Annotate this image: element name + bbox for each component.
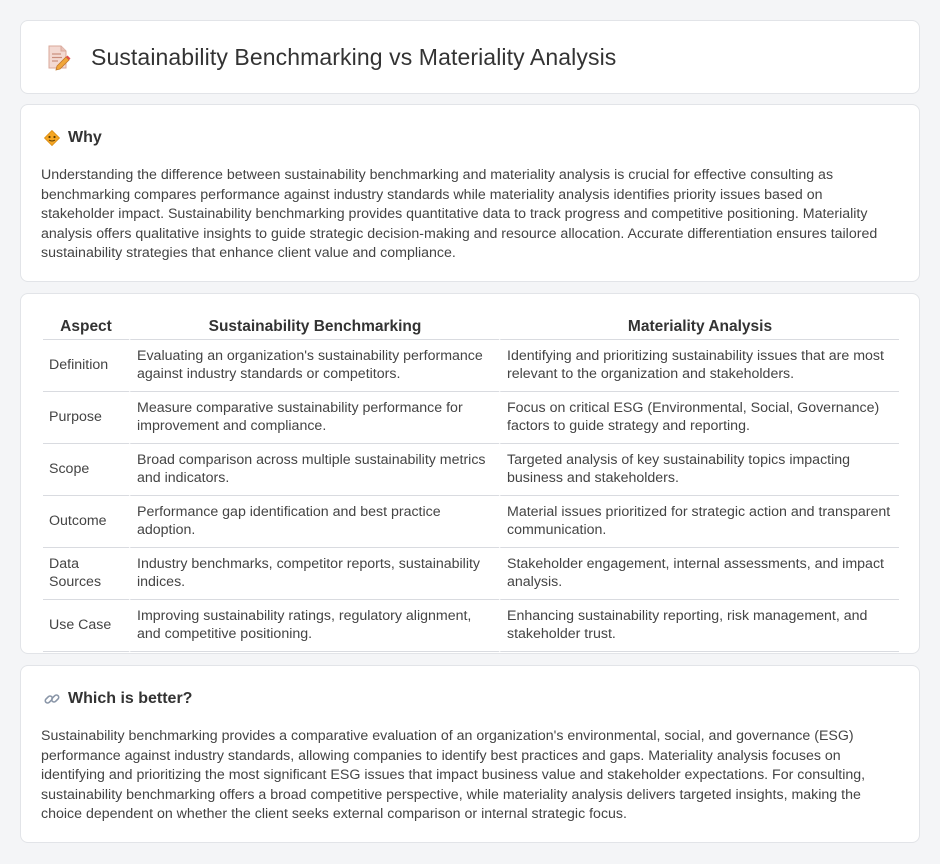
header-materiality: Materiality Analysis bbox=[499, 316, 899, 340]
benchmarking-cell: Broad comparison across multiple sustainability metrics and indicators. bbox=[129, 444, 499, 496]
benchmarking-cell: Industry benchmarks, competitor reports, sustainability indices. bbox=[129, 548, 499, 600]
materiality-cell: Focus on critical ESG (Environmental, Social, Governance) factors to guide strategy and reporting. bbox=[499, 392, 899, 444]
warning-diamond-icon bbox=[43, 129, 61, 147]
table-row bbox=[43, 496, 899, 548]
why-section bbox=[20, 104, 920, 282]
why-text: Understanding the difference between sustainability benchmarking and materiality analysis is crucial for effective consulting as benchmarking compares performance against industry standards while materiality analysis identifies priority issues based on stakeholder impact. Sustainability benchmarking provides quantitative data to track progress and competitive positioning. Materiality analysis offers qualitative insights to guide strategic decision-making and resource allocation. Accurate differentiation ensures tailored sustainability strategies that enhance client value and compliance. bbox=[41, 167, 878, 262]
document-edit-icon bbox=[45, 43, 71, 71]
comparison-table bbox=[43, 316, 899, 652]
comparison-section bbox=[20, 293, 920, 654]
table-row bbox=[43, 340, 899, 392]
header-card bbox=[20, 20, 920, 94]
link-icon bbox=[43, 690, 61, 708]
page-title: Sustainability Benchmarking vs Materiality Analysis bbox=[91, 43, 617, 70]
materiality-cell: Enhancing sustainability reporting, risk management, and stakeholder trust. bbox=[499, 600, 899, 652]
table-header-row bbox=[43, 316, 899, 340]
benchmarking-cell: Improving sustainability ratings, regulatory alignment, and competitive positioning. bbox=[129, 600, 499, 652]
better-text: Sustainability benchmarking provides a comparative evaluation of an organization's environmental, social, and governance (ESG) performance against industry standards, allowing companies to identify best practices and gaps. Materiality analysis focuses on identifying and prioritizing the most significant ESG issues that impact business value and stakeholder expectations. For consulting, sustainability benchmarking offers a broad competitive perspective, while materiality analysis delivers targeted insights, making the choice dependent on whether the client seeks external comparison or internal strategic focus. bbox=[41, 728, 866, 823]
aspect-cell: Outcome bbox=[43, 496, 129, 548]
benchmarking-cell: Performance gap identification and best practice adoption. bbox=[129, 496, 499, 548]
aspect-cell: Data Sources bbox=[43, 548, 129, 600]
header-aspect: Aspect bbox=[43, 316, 129, 340]
table-row bbox=[43, 548, 899, 600]
aspect-cell: Definition bbox=[43, 340, 129, 392]
aspect-cell: Scope bbox=[43, 444, 129, 496]
materiality-cell: Stakeholder engagement, internal assessments, and impact analysis. bbox=[499, 548, 899, 600]
aspect-cell: Purpose bbox=[43, 392, 129, 444]
table-row bbox=[43, 600, 899, 652]
which-is-better-section bbox=[20, 665, 920, 843]
materiality-cell: Identifying and prioritizing sustainability issues that are most relevant to the organization and stakeholders. bbox=[499, 340, 899, 392]
materiality-cell: Targeted analysis of key sustainability topics impacting business and stakeholders. bbox=[499, 444, 899, 496]
materiality-cell: Material issues prioritized for strategic action and transparent communication. bbox=[499, 496, 899, 548]
header-benchmarking: Sustainability Benchmarking bbox=[129, 316, 499, 340]
aspect-cell: Use Case bbox=[43, 600, 129, 652]
benchmarking-cell: Evaluating an organization's sustainability performance against industry standards or competitors. bbox=[129, 340, 499, 392]
benchmarking-cell: Measure comparative sustainability performance for improvement and compliance. bbox=[129, 392, 499, 444]
why-heading-row bbox=[43, 129, 102, 147]
better-heading: Which is better? bbox=[68, 690, 193, 707]
table-row bbox=[43, 392, 899, 444]
better-heading-row bbox=[43, 690, 192, 708]
table-row bbox=[43, 444, 899, 496]
why-heading: Why bbox=[68, 129, 102, 146]
title-row bbox=[45, 43, 616, 71]
